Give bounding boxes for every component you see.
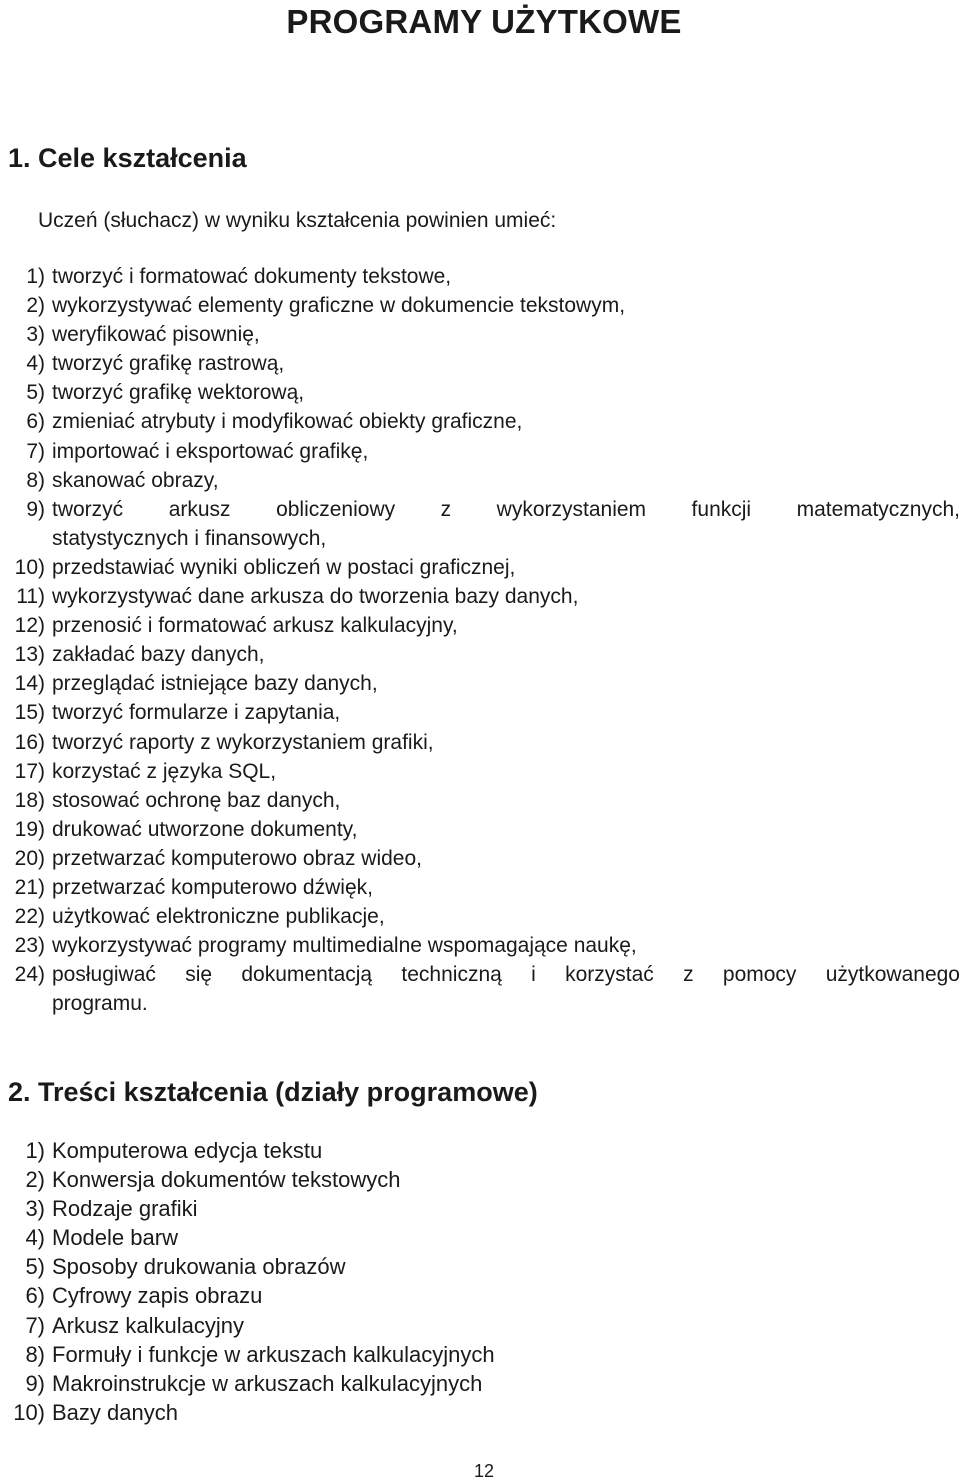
list-item-number: 17) (14, 759, 45, 783)
list-item-number: 21) (14, 875, 45, 899)
list-item (0, 873, 960, 902)
list-item-number: 23) (14, 934, 45, 958)
list-item (0, 437, 960, 466)
list-item-number: 5) (26, 381, 45, 405)
list-item-number: 24) (14, 963, 45, 987)
list-item (0, 931, 960, 960)
list-item (0, 378, 960, 407)
list-item (0, 786, 960, 815)
list-item-number: 8) (26, 468, 45, 492)
list-item (0, 815, 960, 844)
list-item-text: zakładać bazy danych, (52, 643, 265, 667)
list-item (0, 582, 960, 611)
list-item-text: tworzyć arkusz obliczeniowy z wykorzystaniem funkcji matematycznych, (52, 497, 960, 521)
list-item-text: wykorzystywać programy multimedialne wspomagające naukę, (52, 934, 637, 958)
list-item-number: 5) (25, 1254, 45, 1280)
list-item-number: 12) (14, 614, 45, 638)
list-item-text: zmieniać atrybuty i modyfikować obiekty graficzne, (52, 410, 523, 434)
list-item-text: importować i eksportować grafikę, (52, 439, 369, 463)
list-item-text: przeglądać istniejące bazy danych, (52, 672, 378, 696)
list-item-text: przedstawiać wyniki obliczeń w postaci graficznej, (52, 555, 516, 579)
list-item-text: Rodzaje grafiki (52, 1196, 198, 1222)
list-item (0, 262, 960, 291)
list-item-text: Makroinstrukcje w arkuszach kalkulacyjnych (52, 1370, 483, 1396)
list-item (0, 1311, 700, 1340)
list-item-text: Formuły i funkcje w arkuszach kalkulacyjnych (52, 1341, 495, 1367)
list-item (0, 640, 960, 669)
list-item (0, 1369, 700, 1398)
list-item-text: Konwersja dokumentów tekstowych (52, 1167, 401, 1193)
list-item-text: tworzyć grafikę wektorową, (52, 381, 305, 405)
list-item-number: 22) (14, 905, 45, 929)
list-item (0, 1252, 700, 1281)
list-item (0, 728, 960, 757)
section-heading-cele: 1. Cele kształcenia (8, 143, 247, 173)
list-item-number: 18) (14, 788, 45, 812)
list-item (0, 902, 960, 931)
list-item-number: 6) (26, 410, 45, 434)
list-item-number: 4) (25, 1225, 45, 1251)
list-item-text: stosować ochronę baz danych, (52, 788, 341, 812)
intro-text: Uczeń (słuchacz) w wyniku kształcenia powinien umieć: (38, 209, 557, 232)
list-item-text: posługiwać się dokumentacją techniczną i korzystać z pomocy użytkowanego (52, 963, 960, 987)
list-item-number: 2) (26, 294, 45, 318)
section-heading-tresci: 2. Treści kształcenia (działy programowe) (8, 1077, 538, 1107)
list-item (0, 466, 960, 495)
list-item (0, 349, 960, 378)
list-item (0, 1281, 700, 1310)
list-item-number: 16) (14, 730, 45, 754)
list-item-text: weryfikować pisownię, (52, 323, 260, 347)
list-item-number: 14) (14, 672, 45, 696)
list-item-text: Sposoby drukowania obrazów (52, 1254, 346, 1280)
list-item-number: 10) (13, 1399, 45, 1425)
list-item (0, 1340, 700, 1369)
list-item-text: użytkować elektroniczne publikacje, (52, 905, 385, 929)
list-item-text: przetwarzać komputerowo dźwięk, (52, 875, 373, 899)
list-item (0, 320, 960, 349)
list-item (0, 1194, 700, 1223)
page-title: PROGRAMY UŻYTKOWE (286, 3, 682, 40)
list-item-text: tworzyć raporty z wykorzystaniem grafiki, (52, 730, 434, 754)
list-item (0, 495, 960, 553)
list-item (0, 1136, 700, 1165)
list-item-number: 3) (26, 323, 45, 347)
list-item-number: 9) (26, 497, 45, 521)
list-item-number: 10) (14, 555, 45, 579)
list-item-text: Bazy danych (52, 1399, 178, 1425)
content-list (0, 1136, 700, 1427)
list-item-number: 8) (25, 1341, 45, 1367)
list-item-number: 3) (25, 1196, 45, 1222)
list-item (0, 611, 960, 640)
list-item-text: przenosić i formatować arkusz kalkulacyjny, (52, 614, 458, 638)
list-item-text: tworzyć formularze i zapytania, (52, 701, 341, 725)
list-item (0, 844, 960, 873)
list-item-number: 19) (14, 817, 45, 841)
list-item (0, 757, 960, 786)
page-number: 12 (473, 1461, 495, 1481)
list-item-text: Arkusz kalkulacyjny (52, 1312, 244, 1338)
list-item (0, 698, 960, 727)
list-item-number: 11) (16, 585, 45, 609)
list-item-text: drukować utworzone dokumenty, (52, 817, 358, 841)
list-item-text: skanować obrazy, (52, 468, 219, 492)
list-item-text: Cyfrowy zapis obrazu (52, 1283, 263, 1309)
list-item-text: wykorzystywać dane arkusza do tworzenia bazy danych, (52, 585, 579, 609)
list-item-number: 20) (14, 846, 45, 870)
list-item-text: Komputerowa edycja tekstu (52, 1138, 323, 1163)
list-item-text-continued: programu. (52, 992, 148, 1016)
list-item (0, 1223, 700, 1252)
list-item-text: przetwarzać komputerowo obraz wideo, (52, 846, 423, 870)
list-item (0, 960, 960, 1018)
list-item (0, 1165, 700, 1194)
list-item-number: 4) (26, 352, 45, 376)
list-item-text-continued: statystycznych i finansowych, (52, 526, 327, 550)
list-item (0, 669, 960, 698)
list-item-number: 1) (26, 265, 45, 288)
list-item-number: 7) (26, 439, 45, 463)
list-item-number: 6) (25, 1283, 45, 1309)
list-item-number: 15) (14, 701, 45, 725)
list-item-text: tworzyć i formatować dokumenty tekstowe, (52, 265, 452, 288)
list-item-number: 7) (25, 1312, 45, 1338)
list-item-text: Modele barw (52, 1225, 178, 1251)
list-item-text: korzystać z języka SQL, (52, 759, 277, 783)
list-item-number: 13) (14, 643, 45, 667)
list-item (0, 1398, 700, 1427)
list-item (0, 553, 960, 582)
list-item-text: tworzyć grafikę rastrową, (52, 352, 285, 376)
list-item (0, 407, 960, 436)
list-item-text: wykorzystywać elementy graficzne w dokumencie tekstowym, (52, 294, 626, 318)
list-item (0, 291, 960, 320)
list-item-number: 9) (25, 1370, 45, 1396)
list-item-number: 1) (25, 1138, 45, 1163)
goals-list (0, 262, 960, 1018)
list-item-number: 2) (25, 1167, 45, 1193)
